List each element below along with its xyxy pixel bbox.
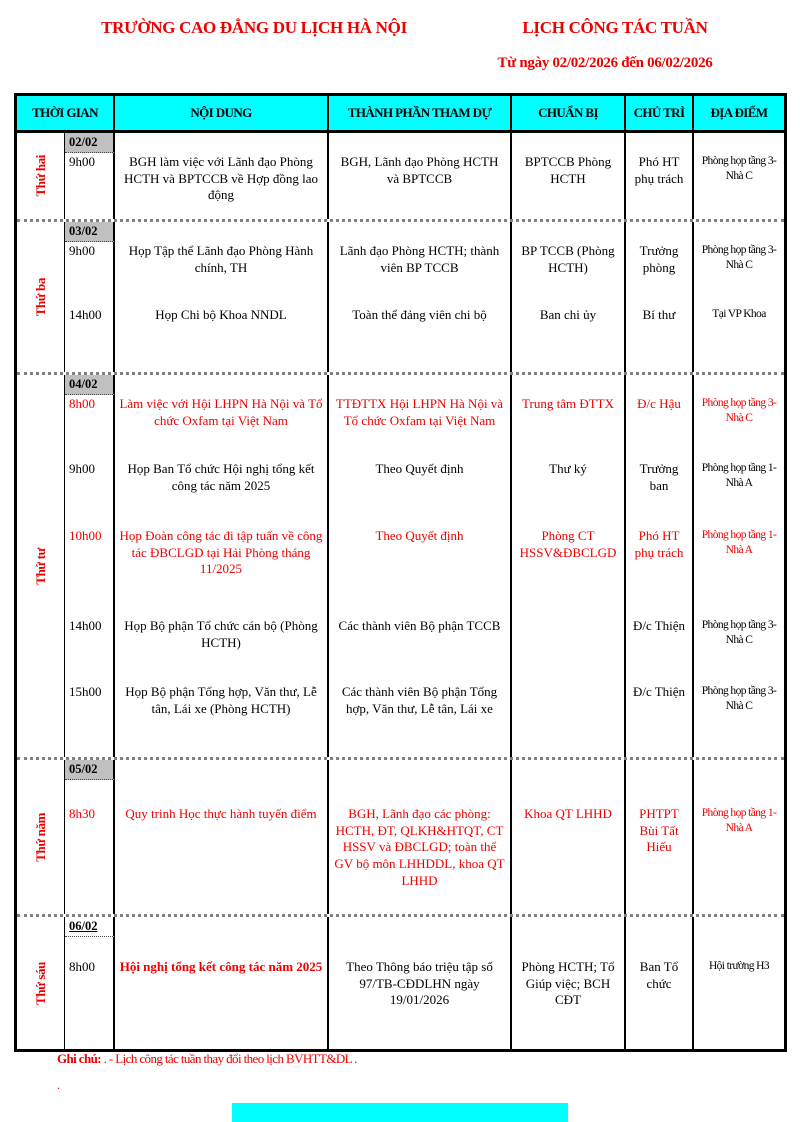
empty-cell: [626, 133, 694, 153]
chair-cell: Ban Tổ chức: [626, 937, 694, 1049]
day-name-text: Thứ tư: [32, 547, 48, 585]
empty-cell: [694, 375, 784, 395]
day-row: [17, 914, 784, 1049]
content-cell: Họp Đoàn công tác đi tập tuấn về công tác ĐBCLGD tại Hải Phòng tháng 11/2025: [115, 527, 329, 617]
participants-cell: Theo Thông báo triệu tập số 97/TB-CĐDLHN ngày 19/01/2026: [329, 937, 512, 1049]
table-header-row: [17, 96, 784, 133]
table-body: [17, 133, 784, 1049]
day-row: [17, 372, 784, 757]
day-label: [17, 917, 65, 1049]
chair-cell: Trưởng ban: [626, 460, 694, 527]
chair-cell: Đ/c Hậu: [626, 395, 694, 460]
empty-cell: [115, 222, 329, 242]
document-title: LỊCH CÔNG TÁC TUẦN: [522, 18, 708, 37]
time-cell: 14h00: [65, 306, 115, 372]
header-thanh-phan: THÀNH PHẦN THAM DỰ: [329, 96, 512, 130]
participants-cell: Các thành viên Bộ phận Tổng hợp, Văn thư, Lễ tân, Lái xe: [329, 683, 512, 757]
content-cell: Họp Tập thể Lãnh đạo Phòng Hành chính, TH: [115, 242, 329, 306]
prep-cell: Ban chi ủy: [512, 306, 626, 372]
day-row: [17, 133, 784, 219]
prep-cell: Trung tâm ĐTTX: [512, 395, 626, 460]
location-cell: Phòng họp tầng 1-Nhà A: [701, 529, 777, 556]
content-cell: Họp Chi bộ Khoa NNDL: [115, 306, 329, 372]
empty-cell: [694, 133, 784, 153]
time-cell: 9h00: [65, 242, 115, 306]
location-cell: Hội trường H3: [708, 960, 770, 972]
prep-cell: BPTCCB Phòng HCTH: [512, 153, 626, 219]
empty-cell: [115, 375, 329, 395]
empty-cell: [626, 917, 694, 937]
prep-cell: Phòng HCTH; Tổ Giúp việc; BCH CĐT: [512, 937, 626, 1049]
time-cell: 10h00: [65, 527, 115, 617]
empty-cell: [694, 222, 784, 242]
date-cell: 03/02: [65, 222, 115, 242]
time-cell: 9h00: [65, 153, 115, 219]
content-cell: Họp Bộ phận Tổ chức cán bộ (Phòng HCTH): [115, 617, 329, 683]
chair-cell: Đ/c Thiện: [626, 617, 694, 683]
empty-cell: [329, 760, 512, 780]
footer-note: [57, 1051, 357, 1067]
header-thoi-gian: THỜI GIAN: [17, 96, 115, 130]
chair-cell: Phó HT phụ trách: [626, 527, 694, 617]
time-cell: 15h00: [65, 683, 115, 757]
school-title: TRƯỜNG CAO ĐẲNG DU LỊCH HÀ NỘI: [101, 18, 407, 37]
time-cell: 9h00: [65, 460, 115, 527]
chair-cell: Đ/c Thiện: [626, 683, 694, 757]
day-row: [17, 219, 784, 372]
content-cell: Quy trinh Học thực hành tuyến điểm: [115, 780, 329, 914]
date-cell: 05/02: [65, 760, 115, 780]
footer-note-label: Ghi chú:: [57, 1051, 101, 1066]
location-cell: Phòng họp tầng 3-Nhà C: [701, 685, 777, 712]
location-cell: Phòng họp tầng 3-Nhà C: [701, 244, 777, 271]
day-name-text: Thứ hai: [32, 155, 48, 197]
empty-cell: [626, 375, 694, 395]
day-name-text: Thứ sáu: [32, 961, 48, 1005]
day-label: [17, 222, 65, 372]
prep-cell: [512, 617, 626, 683]
participants-cell: BGH, Lãnh đạo Phòng HCTH và BPTCCB: [329, 153, 512, 219]
content-cell: BGH làm việc với Lãnh đạo Phòng HCTH và BPTCCB về Hợp đồng lao động: [115, 153, 329, 219]
schedule-table: [14, 93, 787, 1052]
location-cell: Phòng họp tầng 1-Nhà A: [701, 807, 777, 834]
footer-dot: .: [57, 1078, 60, 1092]
content-cell: Họp Ban Tổ chức Hội nghị tổng kết công tác năm 2025: [115, 460, 329, 527]
date-cell: 02/02: [65, 133, 115, 153]
time-cell: 8h00: [65, 395, 115, 460]
location-cell: Phòng họp tầng 3-Nhà C: [701, 619, 777, 646]
location-cell: Phòng họp tầng 1-Nhà A: [701, 462, 777, 489]
empty-cell: [115, 917, 329, 937]
empty-cell: [512, 375, 626, 395]
header-chu-tri: CHỦ TRÌ: [626, 96, 694, 130]
time-cell: 14h00: [65, 617, 115, 683]
day-name-text: Thứ năm: [32, 812, 48, 862]
prep-cell: Khoa QT LHHD: [512, 780, 626, 914]
empty-cell: [694, 760, 784, 780]
participants-cell: Các thành viên Bộ phận TCCB: [329, 617, 512, 683]
participants-cell: TTĐTTX Hội LHPN Hà Nội và Tổ chức Oxfam tại Việt Nam: [329, 395, 512, 460]
prep-cell: BP TCCB (Phòng HCTH): [512, 242, 626, 306]
chair-cell: Trưởng phòng: [626, 242, 694, 306]
empty-cell: [512, 760, 626, 780]
date-range: Từ ngày 02/02/2026 đến 06/02/2026: [497, 55, 713, 71]
participants-cell: Lãnh đạo Phòng HCTH; thành viên BP TCCB: [329, 242, 512, 306]
location-cell: Tại VP Khoa: [712, 308, 766, 320]
prep-cell: Thư ký: [512, 460, 626, 527]
content-cell: Làm việc với Hội LHPN Hà Nội và Tổ chức Oxfam tại Việt Nam: [115, 395, 329, 460]
chair-cell: Phó HT phụ trách: [626, 153, 694, 219]
participants-cell: Toàn thể đảng viên chi bộ: [329, 306, 512, 372]
empty-cell: [626, 760, 694, 780]
chair-cell: Bí thư: [626, 306, 694, 372]
prep-cell: Phòng CT HSSV&ĐBCLGD: [512, 527, 626, 617]
empty-cell: [694, 917, 784, 937]
footer-note-text: . - Lịch công tác tuần thay đổi theo lịch BVHTT&DL .: [100, 1051, 357, 1066]
day-label: [17, 760, 65, 914]
time-cell: 8h30: [65, 780, 115, 914]
day-row: [17, 757, 784, 914]
empty-cell: [512, 133, 626, 153]
chair-cell: PHTPT Bùi Tất Hiếu: [626, 780, 694, 914]
content-cell: Hội nghị tổng kết công tác năm 2025: [115, 937, 329, 1049]
empty-cell: [115, 133, 329, 153]
empty-cell: [329, 133, 512, 153]
day-name-text: Thứ ba: [32, 277, 48, 317]
empty-cell: [329, 375, 512, 395]
participants-cell: Theo Quyết định: [329, 460, 512, 527]
date-cell: 04/02: [65, 375, 115, 395]
location-cell: Phòng họp tầng 3-Nhà C: [701, 155, 777, 182]
empty-cell: [329, 222, 512, 242]
empty-cell: [512, 917, 626, 937]
date-cell: 06/02: [65, 917, 115, 937]
empty-cell: [329, 917, 512, 937]
empty-cell: [512, 222, 626, 242]
location-cell: Phòng họp tầng 3-Nhà C: [701, 397, 777, 424]
time-cell: 8h00: [65, 937, 115, 1049]
participants-cell: BGH, Lãnh đạo các phòng: HCTH, ĐT, QLKH&HTQT, CT HSSV và ĐBCLGD; toàn thể GV bộ môn LHHDDL, khoa QT LHHD: [329, 780, 512, 914]
header-noi-dung: NỘI DUNG: [115, 96, 329, 130]
day-label: [17, 133, 65, 219]
empty-cell: [115, 760, 329, 780]
prep-cell: [512, 683, 626, 757]
content-cell: Họp Bộ phận Tổng hợp, Văn thư, Lễ tân, Lái xe (Phòng HCTH): [115, 683, 329, 757]
header-dia-diem: ĐỊA ĐIỂM: [710, 105, 768, 121]
empty-cell: [626, 222, 694, 242]
participants-cell: Theo Quyết định: [329, 527, 512, 617]
header-chuan-bi: CHUẨN BỊ: [512, 96, 626, 130]
bottom-cyan-bar: [232, 1103, 568, 1122]
day-label: [17, 375, 65, 757]
